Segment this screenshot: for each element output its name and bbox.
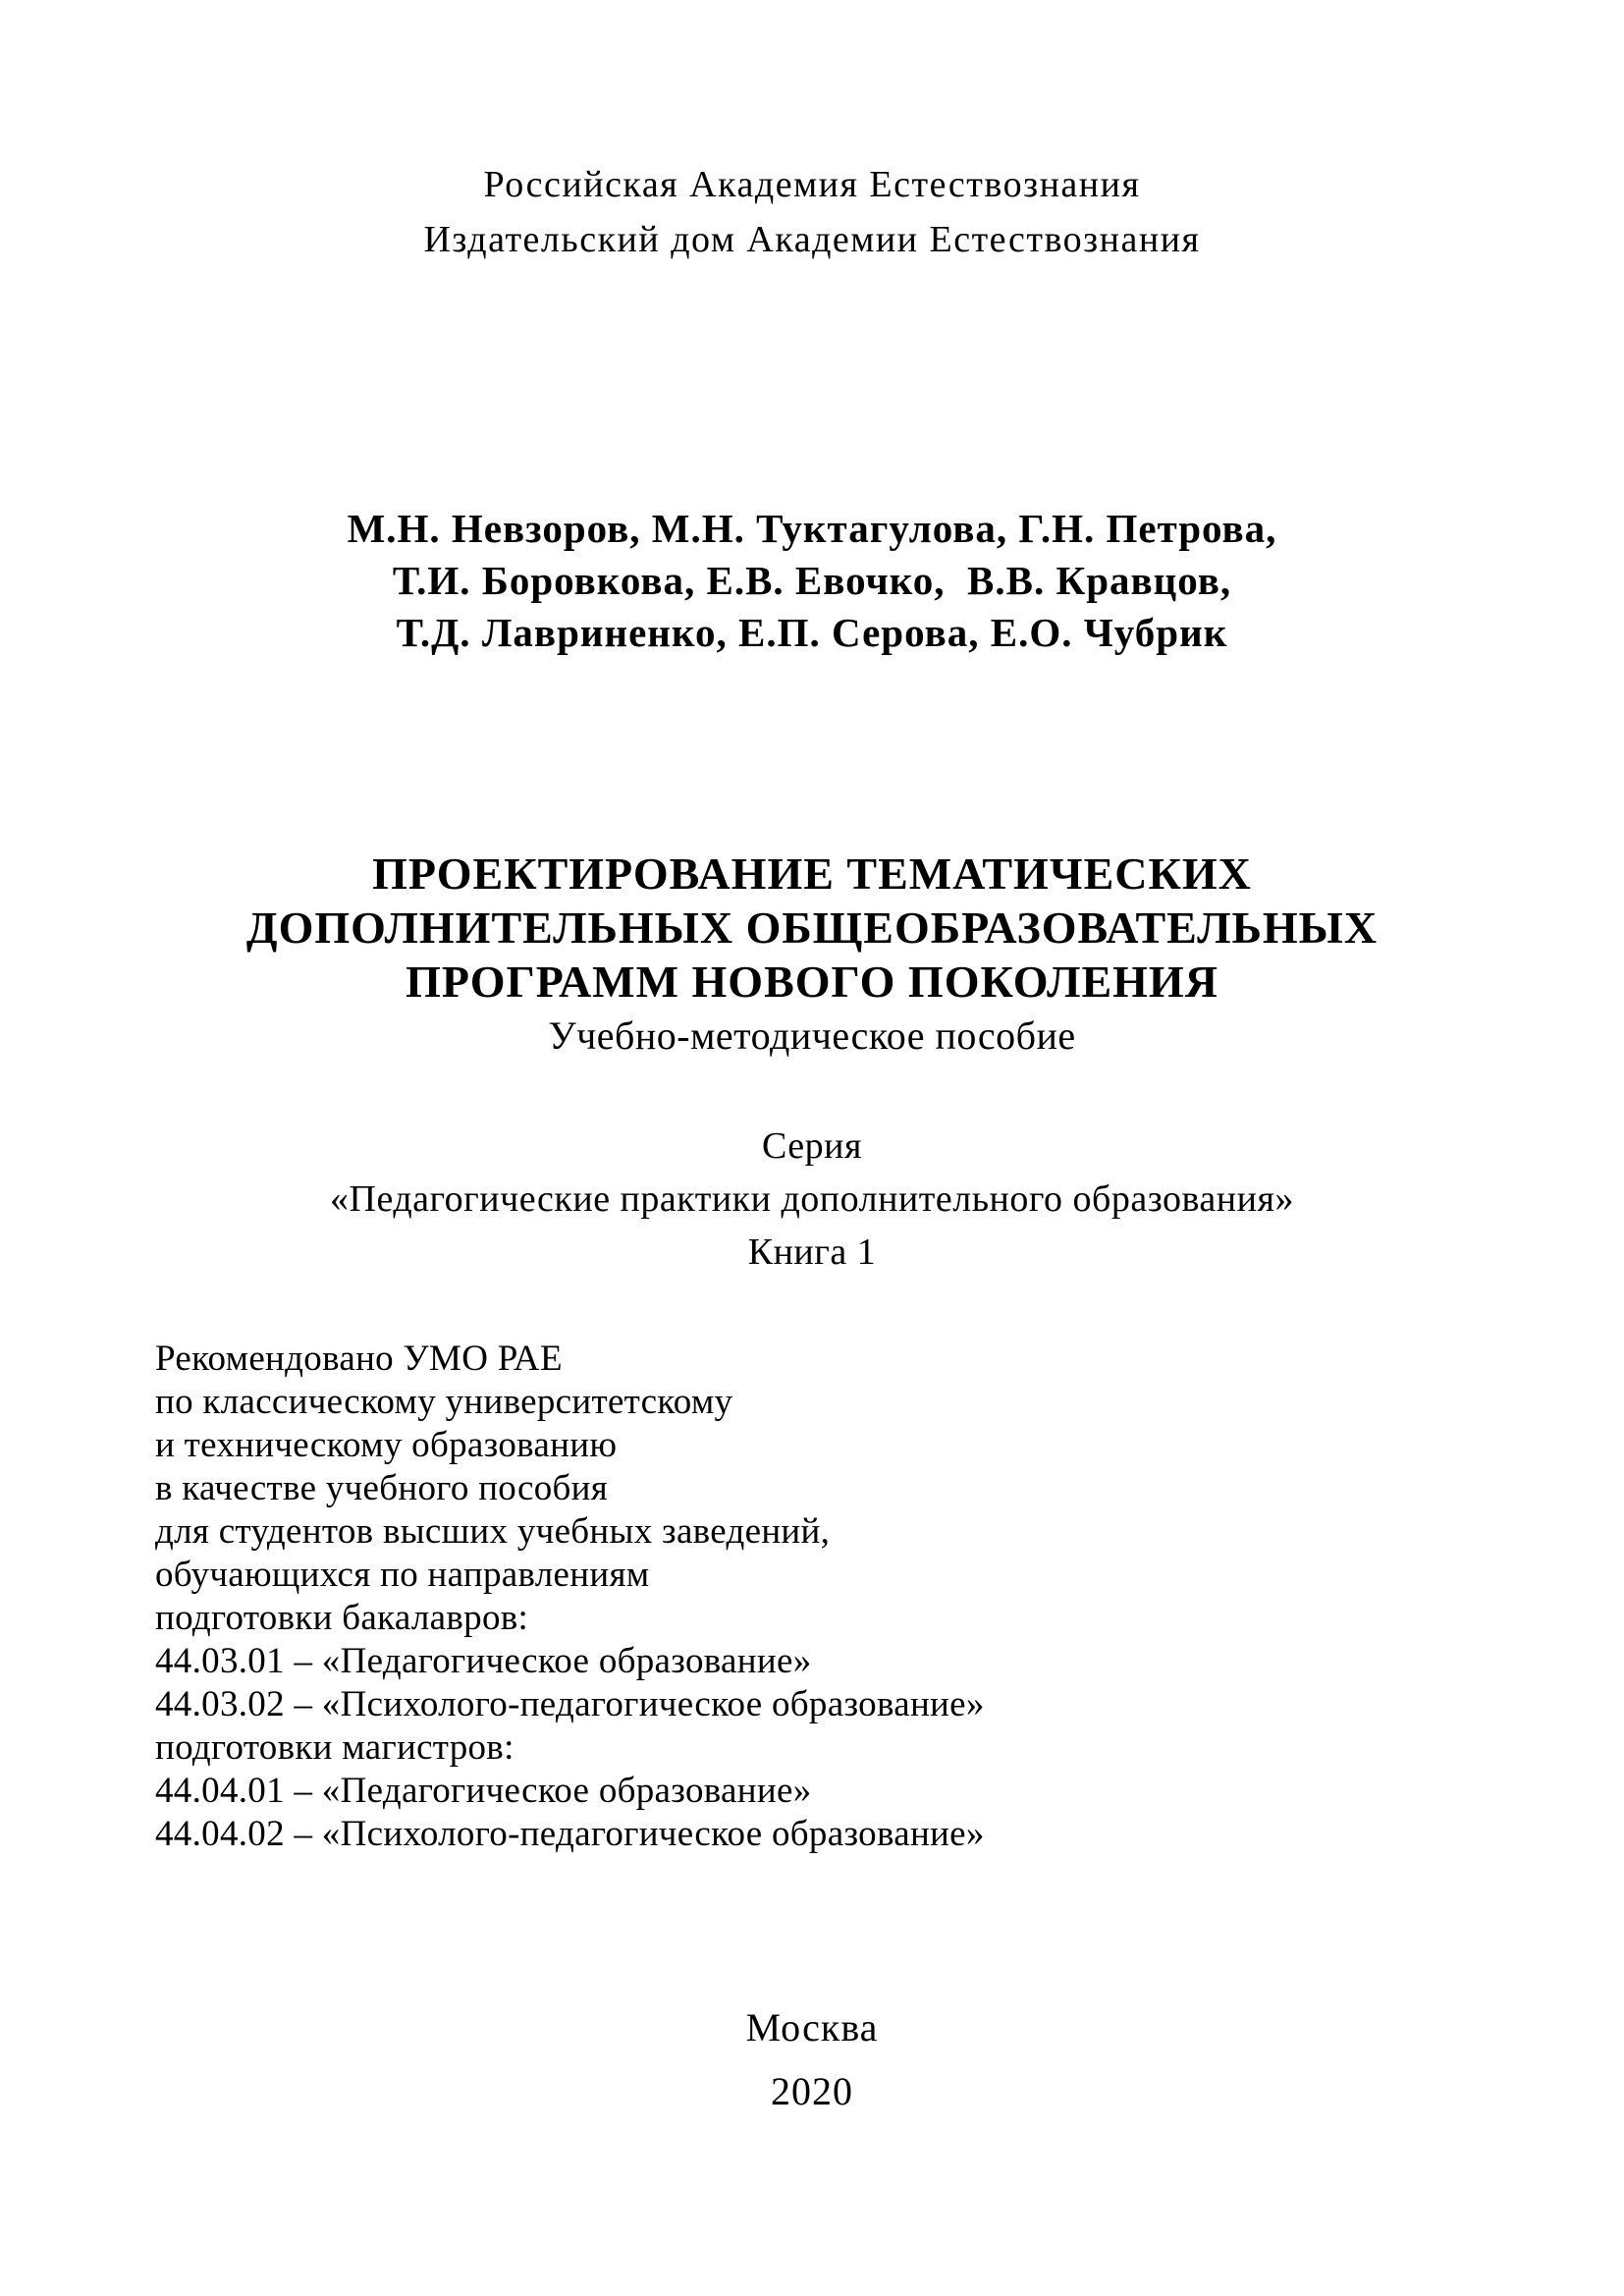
imprint-year: 2020 — [771, 2069, 853, 2113]
recommendation-line: обучающихся по направлениям — [155, 1555, 650, 1595]
recommendation-line: по классическому университетскому — [155, 1382, 733, 1422]
recommendation-line: для студентов высших учебных заведений, — [155, 1511, 831, 1552]
title-line: ПРОГРАММ НОВОГО ПОКОЛЕНИЯ — [406, 957, 1218, 1007]
book-title-block — [0, 847, 1624, 1063]
recommendation-block — [155, 1338, 1471, 1856]
recommendation-line-master-code: 44.04.01 – «Педагогическое образование» — [155, 1771, 812, 1811]
recommendation-line-bachelor-code: 44.03.02 – «Психолого-педагогическое образование» — [155, 1684, 985, 1724]
recommendation-line: подготовки бакалавров: — [155, 1598, 529, 1638]
recommendation-line-master-code: 44.04.02 – «Психолого-педагогическое образование» — [155, 1814, 985, 1854]
title-line: ПРОЕКТИРОВАНИЕ ТЕМАТИЧЕСКИХ — [372, 848, 1252, 899]
publisher-header — [0, 157, 1624, 267]
title-line: ДОПОЛНИТЕЛЬНЫХ ОБЩЕОБРАЗОВАТЕЛЬНЫХ — [245, 902, 1379, 953]
imprint-block — [0, 1995, 1624, 2123]
series-name: «Педагогические практики дополнительного образования» — [330, 1178, 1294, 1220]
recommendation-line: Рекомендовано УМО РАЕ — [155, 1339, 563, 1379]
series-book-number: Книга 1 — [747, 1231, 877, 1273]
authors-line: Т.Д. Лавриненко, Е.П. Серова, Е.О. Чубрик — [396, 610, 1228, 655]
imprint-city: Москва — [745, 2005, 879, 2050]
series-label: Серия — [762, 1125, 862, 1167]
recommendation-line: в качестве учебного пособия — [155, 1468, 609, 1508]
recommendation-line: подготовки магистров: — [155, 1727, 514, 1768]
authors-block — [0, 503, 1624, 659]
series-block — [0, 1120, 1624, 1279]
authors-line: М.Н. Невзоров, М.Н. Туктагулова, Г.Н. Петрова, — [347, 506, 1277, 551]
publisher-line-academy: Российская Академия Естествознания — [483, 164, 1141, 205]
recommendation-line-bachelor-code: 44.03.01 – «Педагогическое образование» — [155, 1641, 812, 1681]
authors-line: Т.И. Боровкова, Е.В. Евочко, В.В. Кравцов, — [392, 558, 1232, 603]
recommendation-line: и техническому образованию — [155, 1425, 618, 1465]
publisher-line-publishing-house: Издательский дом Академии Естествознания — [423, 219, 1201, 260]
title-subtitle: Учебно-методическое пособие — [548, 1013, 1076, 1058]
